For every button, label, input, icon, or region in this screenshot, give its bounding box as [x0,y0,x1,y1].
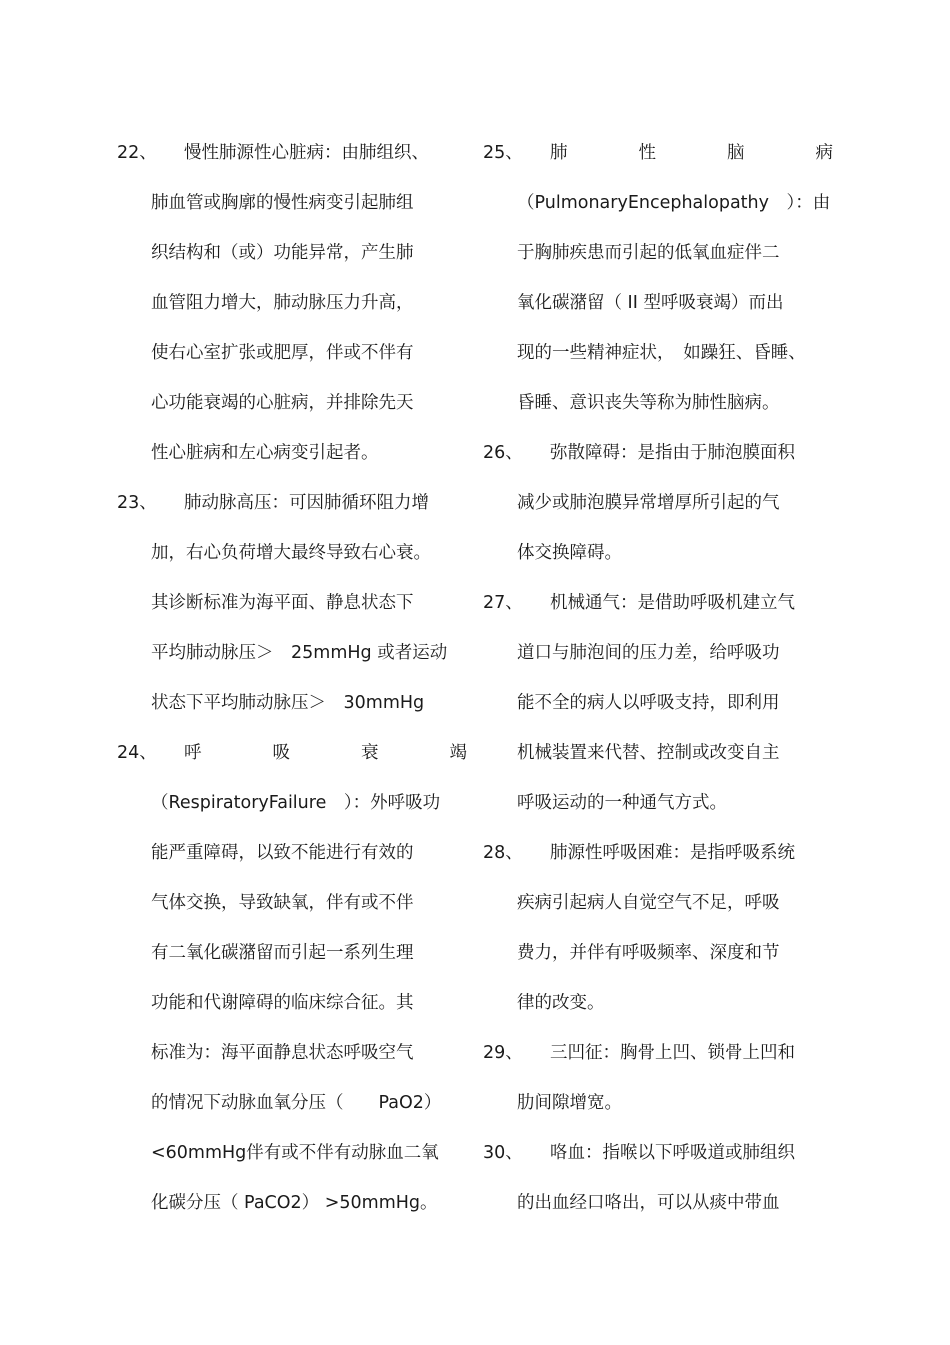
entry-line: 道口与肺泡间的压力差，给呼吸功 [517,643,780,663]
term-char: 性 [638,143,656,163]
entry-line: 加，右心负荷增大最终导致右心衰。 [151,543,431,563]
entry-number: 24、 [117,743,157,763]
entry-line: 疾病引起病人自觉空气不足，呼吸 [517,893,780,913]
entry-number: 25、 [483,143,523,163]
entry-line: 减少或肺泡膜异常增厚所引起的气 [517,493,780,513]
entry-line: 律的改变。 [517,993,605,1013]
right-column [483,128,833,1228]
entry-25 [483,128,833,428]
entry-line: 肺血管或胸廓的慢性病变引起肺组 [151,193,414,213]
entry-line: 肋间隙增宽。 [517,1093,622,1113]
entry-line: 织结构和（或）功能异常，产生肺 [151,243,414,263]
entry-29 [483,1028,833,1128]
entry-term [550,128,833,178]
entry-23 [117,478,467,728]
term-char: 病 [815,143,833,163]
entry-line: 血管阻力增大，肺动脉压力升高， [151,293,414,313]
entry-line: 状态下平均肺动脉压＞ 30mmHg [151,693,425,713]
entry-line: 标准为：海平面静息状态呼吸空气 [151,1043,414,1063]
entry-line: 的出血经口咯出，可以从痰中带血 [517,1193,780,1213]
entry-number: 29、 [483,1043,523,1063]
term-char: 呼 [184,743,202,763]
entry-term: 三凹征：胸骨上凹、锁骨上凹和 [550,1043,795,1063]
term-char: 竭 [449,743,467,763]
entry-number: 22、 [117,143,157,163]
entry-line: 费力，并伴有呼吸频率、深度和节 [517,943,780,963]
entry-number: 30、 [483,1143,523,1163]
entry-line: 体交换障碍。 [517,543,622,563]
entry-term: 弥散障碍：是指由于肺泡膜面积 [550,443,795,463]
entry-term: 肺源性呼吸困难：是指呼吸系统 [550,843,795,863]
entry-line: 能严重障碍，以致不能进行有效的 [151,843,414,863]
entry-line: （RespiratoryFailure ）：外呼吸功 [151,793,441,813]
entry-line: 有二氧化碳潴留而引起一系列生理 [151,943,414,963]
entry-line: 于胸肺疾患而引起的低氧血症伴二 [517,243,780,263]
entry-line: 氧化碳潴留（ II 型呼吸衰竭）而出 [517,293,784,313]
entry-line: 现的一些精神症状， 如躁狂、昏睡、 [517,343,806,363]
entry-line: 能不全的病人以呼吸支持，即利用 [517,693,780,713]
entry-30 [483,1128,833,1228]
term-char: 吸 [272,743,290,763]
term-char: 脑 [727,143,745,163]
entry-number: 27、 [483,593,523,613]
entry-27 [483,578,833,828]
entry-term: 机械通气：是借助呼吸机建立气 [550,593,795,613]
entry-term: 肺动脉高压：可因肺循环阻力增 [184,493,429,513]
entry-term: 咯血：指喉以下呼吸道或肺组织 [550,1143,795,1163]
entry-line: 平均肺动脉压＞ 25mmHg 或者运动 [151,643,448,663]
entry-line: 机械装置来代替、控制或改变自主 [517,743,780,763]
term-char: 衰 [361,743,379,763]
entry-line: 功能和代谢障碍的临床综合征。其 [151,993,414,1013]
entry-line: 心功能衰竭的心脏病，并排除先天 [151,393,414,413]
entry-line: 的情况下动脉血氧分压（ PaO2） [151,1093,442,1113]
left-column [117,128,467,1228]
entry-22 [117,128,467,478]
entry-line: 其诊断标准为海平面、静息状态下 [151,593,414,613]
entry-term: 慢性肺源性心脏病：由肺组织、 [184,143,429,163]
entry-number: 28、 [483,843,523,863]
entry-line: 性心脏病和左心病变引起者。 [151,443,379,463]
entry-line: 昏睡、意识丧失等称为肺性脑病。 [517,393,780,413]
entry-term [184,728,467,778]
entry-number: 26、 [483,443,523,463]
entry-line: 呼吸运动的一种通气方式。 [517,793,727,813]
term-char: 肺 [550,143,568,163]
entry-line: 化碳分压（ PaCO2） >50mmHg。 [151,1193,438,1213]
entry-line: （PulmonaryEncephalopathy ）：由 [517,193,831,213]
entry-28 [483,828,833,1028]
entry-26 [483,428,833,578]
entry-line: 气体交换，导致缺氧，伴有或不伴 [151,893,414,913]
entry-line: <60mmHg伴有或不伴有动脉血二氧 [151,1143,439,1163]
entry-number: 23、 [117,493,157,513]
entry-24 [117,728,467,1228]
entry-line: 使右心室扩张或肥厚，伴或不伴有 [151,343,414,363]
